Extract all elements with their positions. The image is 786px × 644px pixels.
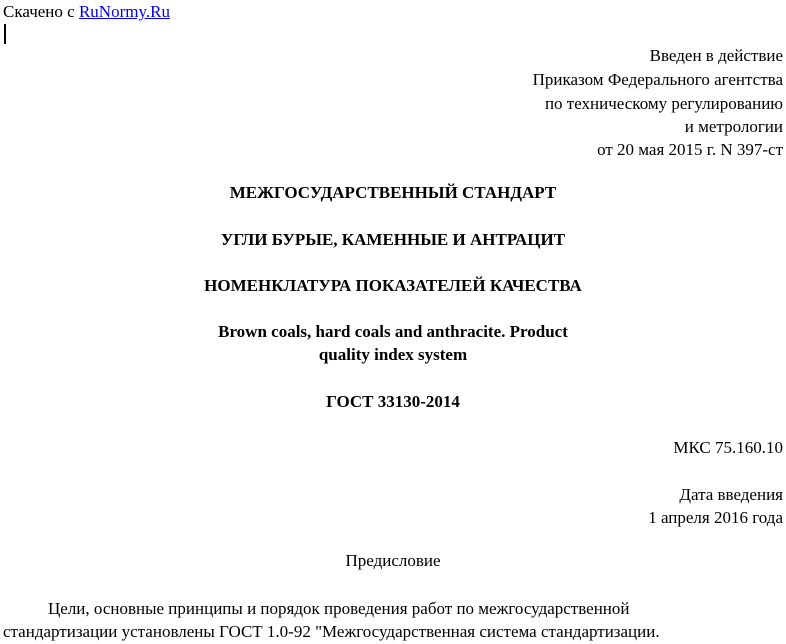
- source-line: [3, 2, 170, 22]
- paragraph-line-1: Цели, основные принципы и порядок проведения работ по межгосударственной: [48, 599, 630, 618]
- intro-date-label: Дата введения: [679, 485, 783, 504]
- mks-code: МКС 75.160.10: [673, 438, 783, 457]
- standard-number: ГОСТ 33130-2014: [326, 392, 460, 411]
- title-ru: УГЛИ БУРЫЕ, КАМЕННЫЕ И АНТРАЦИТ: [220, 230, 566, 249]
- approval-line-3: по техническому регулированию: [544, 94, 783, 113]
- approval-line-1: Введен в действие: [649, 46, 783, 65]
- subtitle-ru: НОМЕНКЛАТУРА ПОКАЗАТЕЛЕЙ КАЧЕСТВА: [204, 276, 582, 295]
- intro-date-value: 1 апреля 2016 года: [648, 508, 783, 527]
- source-prefix: Скачено с: [3, 2, 79, 21]
- standard-kind-heading: МЕЖГОСУДАРСТВЕННЫЙ СТАНДАРТ: [229, 183, 557, 202]
- title-en-line-1: Brown coals, hard coals and anthracite. Product: [218, 322, 568, 341]
- paragraph-line-2: стандартизации установлены ГОСТ 1.0-92 "Межгосударственная система стандартизации.: [3, 622, 660, 641]
- section-title: Предисловие: [345, 551, 441, 570]
- title-en-line-2: quality index system: [318, 345, 468, 364]
- text-cursor: [4, 24, 6, 44]
- runormy-link[interactable]: RuNormy.Ru: [78, 2, 170, 21]
- approval-line-4: и метрологии: [684, 117, 783, 136]
- approval-line-5: от 20 мая 2015 г. N 397-ст: [597, 140, 783, 159]
- approval-line-2: Приказом Федерального агентства: [532, 70, 783, 89]
